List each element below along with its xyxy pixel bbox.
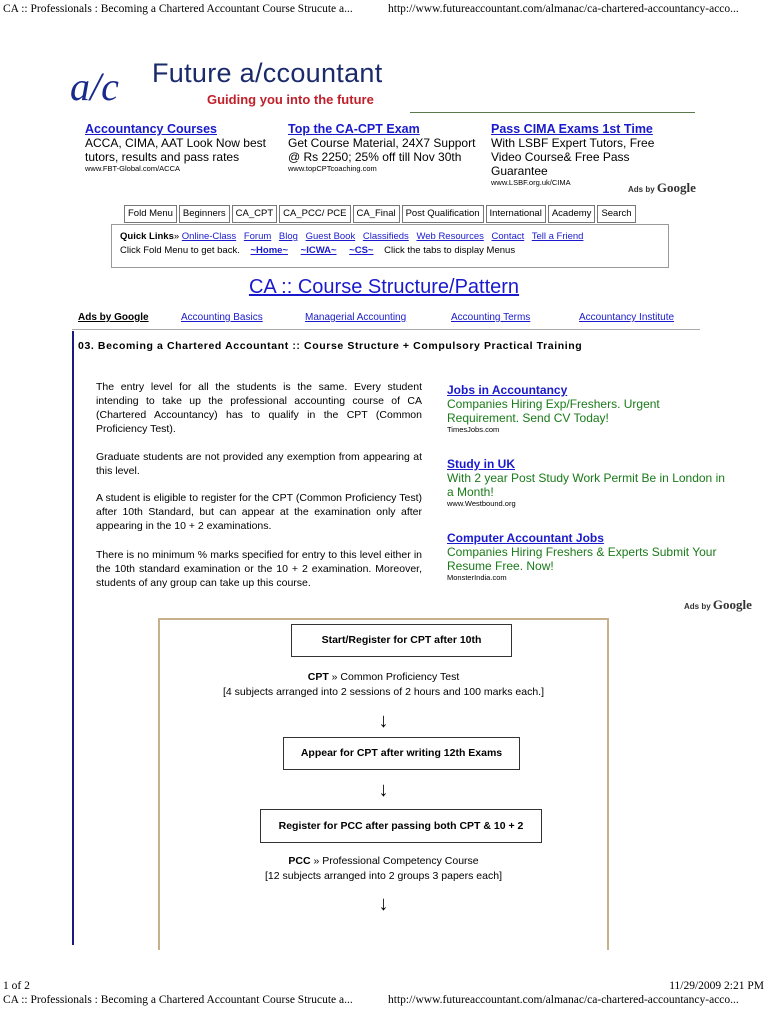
print-footer-title: CA :: Professionals : Becoming a Chartered Accountant Course Strucute a... — [3, 994, 353, 1006]
top-ad-1-desc: ACCA, CIMA, AAT Look Now best tutors, results and pass rates — [85, 136, 266, 164]
side-ad-1-url[interactable]: TimesJobs.com — [447, 425, 500, 434]
quick-links-label: Quick Links — [120, 231, 174, 242]
side-ad-2[interactable] — [447, 457, 727, 509]
top-ad-3-desc: With LSBF Expert Tutors, Free Video Course& Free Pass Guarantee — [491, 136, 655, 178]
ads-by-prefix-side: Ads by — [684, 602, 711, 611]
top-ad-1-url[interactable]: www.FBT-Global.com/ACCA — [85, 164, 181, 173]
tab-beginners[interactable]: Beginners — [179, 205, 230, 223]
flow-pcc-full: » Professional Competency Course — [313, 855, 479, 867]
link-tell-a-friend[interactable]: Tell a Friend — [531, 231, 584, 242]
link-blog[interactable]: Blog — [278, 231, 298, 242]
fold-menu-hint: Click Fold Menu to get back. — [120, 245, 240, 256]
ad-link-bar — [72, 312, 700, 326]
tab-ca-final[interactable]: CA_Final — [353, 205, 400, 223]
top-ad-3-url[interactable]: www.LSBF.org.uk/CIMA — [491, 178, 571, 187]
link-cs[interactable]: ~CS~ — [349, 245, 374, 256]
tabs-hint: Click the tabs to display Menus — [384, 245, 516, 256]
ads-by-brand-side: Google — [712, 597, 752, 612]
flow-pcc-note: [12 subjects arranged into 2 groups 3 papers each] — [265, 870, 502, 882]
print-footer-page: 1 of 2 — [3, 980, 30, 992]
flow-pcc-line — [160, 854, 607, 868]
logo-mark-icon — [70, 60, 148, 110]
paragraph-graduate: Graduate students are not provided any exemption from appearing at this level. — [96, 451, 422, 477]
ad-link-accounting-terms[interactable]: Accounting Terms — [451, 312, 531, 323]
quick-links-sep: » — [173, 231, 180, 242]
flow-cpt-note: [4 subjects arranged into 2 sessions of 2 hours and 100 marks each.] — [222, 686, 545, 698]
flow-arrow-1-icon: ↓ — [378, 710, 389, 732]
link-forum[interactable]: Forum — [243, 231, 272, 242]
ad-link-accounting-basics[interactable]: Accounting Basics — [181, 312, 263, 323]
tab-post-qualification[interactable]: Post Qualification — [402, 205, 484, 223]
tab-search[interactable]: Search — [597, 205, 635, 223]
print-footer-url: http://www.futureaccountant.com/almanac/ca-chartered-accountancy-acco... — [388, 994, 739, 1006]
ad-link-managerial-accounting[interactable]: Managerial Accounting — [305, 312, 407, 323]
quick-links-row-2 — [120, 245, 515, 256]
quick-links-box — [111, 224, 669, 268]
side-ad-3-url[interactable]: MonsterIndia.com — [447, 573, 507, 582]
paragraph-entry-level: The entry level for all the students is the same. Every student intending to take up the professional accounting course of CA (Chartered Accountancy) has to qualify in the CPT (Common Proficiency Test). — [96, 381, 422, 435]
paragraph-eligibility: A student is eligible to register for the CPT (Common Proficiency Test) after 10th Standard, but can appear at the examination only after appearing in the 10 + 2 examinations. — [96, 492, 422, 532]
page-title: CA :: Course Structure/Pattern — [248, 276, 520, 298]
side-ad-1-title[interactable]: Jobs in Accountancy — [447, 383, 568, 397]
ads-by-prefix: Ads by — [628, 185, 655, 194]
side-ad-1[interactable] — [447, 383, 727, 435]
tab-international[interactable]: International — [486, 205, 546, 223]
tab-fold-menu[interactable]: Fold Menu — [124, 205, 177, 223]
ads-by-google-top[interactable] — [628, 180, 696, 196]
top-ad-1-title[interactable]: Accountancy Courses — [85, 122, 217, 136]
logo-mark-text: a/c — [70, 64, 119, 109]
link-online-class[interactable]: Online-Class — [181, 231, 237, 242]
course-flow-diagram — [158, 618, 609, 950]
flow-arrow-2-icon: ↓ — [378, 779, 389, 801]
side-ad-2-url[interactable]: www.Westbound.org — [447, 499, 516, 508]
link-web-resources[interactable]: Web Resources — [416, 231, 484, 242]
side-ad-3[interactable] — [447, 531, 727, 583]
tab-menu — [124, 205, 636, 223]
flow-pcc-abbr: PCC — [288, 855, 311, 867]
ads-by-google-side[interactable] — [684, 597, 752, 613]
print-footer-datetime: 11/29/2009 2:21 PM — [669, 980, 764, 992]
tab-ca-pcc-pce[interactable]: CA_PCC/ PCE — [279, 205, 350, 223]
flow-step-register-cpt: Start/Register for CPT after 10th — [291, 624, 512, 657]
content-left-border — [72, 331, 74, 945]
section-heading: 03. Becoming a Chartered Accountant :: Course Structure + Compulsory Practical Training — [78, 340, 583, 352]
flow-arrow-3-icon: ↓ — [378, 893, 389, 915]
print-header-title: CA :: Professionals : Becoming a Chartered Accountant Course Strucute a... — [3, 3, 353, 15]
top-ad-2-title[interactable]: Top the CA-CPT Exam — [288, 122, 420, 136]
logo-tagline: Guiding you into the future — [207, 92, 374, 107]
flow-cpt-full: » Common Proficiency Test — [331, 671, 460, 683]
top-ad-3-title[interactable]: Pass CIMA Exams 1st Time — [491, 122, 653, 136]
side-ad-3-desc: Companies Hiring Freshers & Experts Submit Your Resume Free. Now! — [447, 545, 717, 573]
link-icwa[interactable]: ~ICWA~ — [300, 245, 337, 256]
side-ad-2-title[interactable]: Study in UK — [447, 457, 515, 471]
ad-link-bar-divider — [72, 329, 700, 330]
top-ad-1[interactable] — [85, 122, 275, 174]
tab-academy[interactable]: Academy — [548, 205, 596, 223]
ad-link-accountancy-institute[interactable]: Accountancy Institute — [579, 312, 675, 323]
quick-links-row — [120, 231, 588, 242]
tab-ca-cpt[interactable]: CA_CPT — [232, 205, 277, 223]
top-ad-3[interactable] — [491, 122, 677, 188]
link-contact[interactable]: Contact — [491, 231, 525, 242]
top-ad-2-url[interactable]: www.topCPTcoaching.com — [288, 164, 377, 173]
link-home[interactable]: ~Home~ — [250, 245, 288, 256]
side-ad-1-desc: Companies Hiring Exp/Freshers. Urgent Requirement. Send CV Today! — [447, 397, 660, 425]
flow-cpt-abbr: CPT — [307, 671, 329, 683]
print-header-url: http://www.futureaccountant.com/almanac/ca-chartered-accountancy-acco... — [388, 3, 739, 15]
link-classifieds[interactable]: Classifieds — [362, 231, 409, 242]
top-ad-2-desc: Get Course Material, 24X7 Support @ Rs 2250; 25% off till Nov 30th — [288, 136, 476, 164]
flow-step-appear-cpt: Appear for CPT after writing 12th Exams — [283, 737, 520, 770]
flow-cpt-line — [160, 670, 607, 684]
logo-rule — [410, 112, 695, 113]
side-ad-3-title[interactable]: Computer Accountant Jobs — [447, 531, 604, 545]
link-guest-book[interactable]: Guest Book — [305, 231, 356, 242]
side-ad-2-desc: With 2 year Post Study Work Permit Be in London in a Month! — [447, 471, 725, 499]
logo-title: Future a/ccountant — [152, 58, 383, 88]
flow-step-register-pcc: Register for PCC after passing both CPT & 10 + 2 — [260, 809, 542, 843]
paragraph-minimum-marks: There is no minimum % marks specified for entry to this level either in the 10th standard examination or the 10 + 2 examination. Moreover, students of any group can take up this course. — [96, 549, 422, 589]
ad-link-bar-label[interactable]: Ads by Google — [78, 312, 149, 323]
ads-by-brand: Google — [656, 180, 696, 195]
top-ad-2[interactable] — [288, 122, 480, 174]
